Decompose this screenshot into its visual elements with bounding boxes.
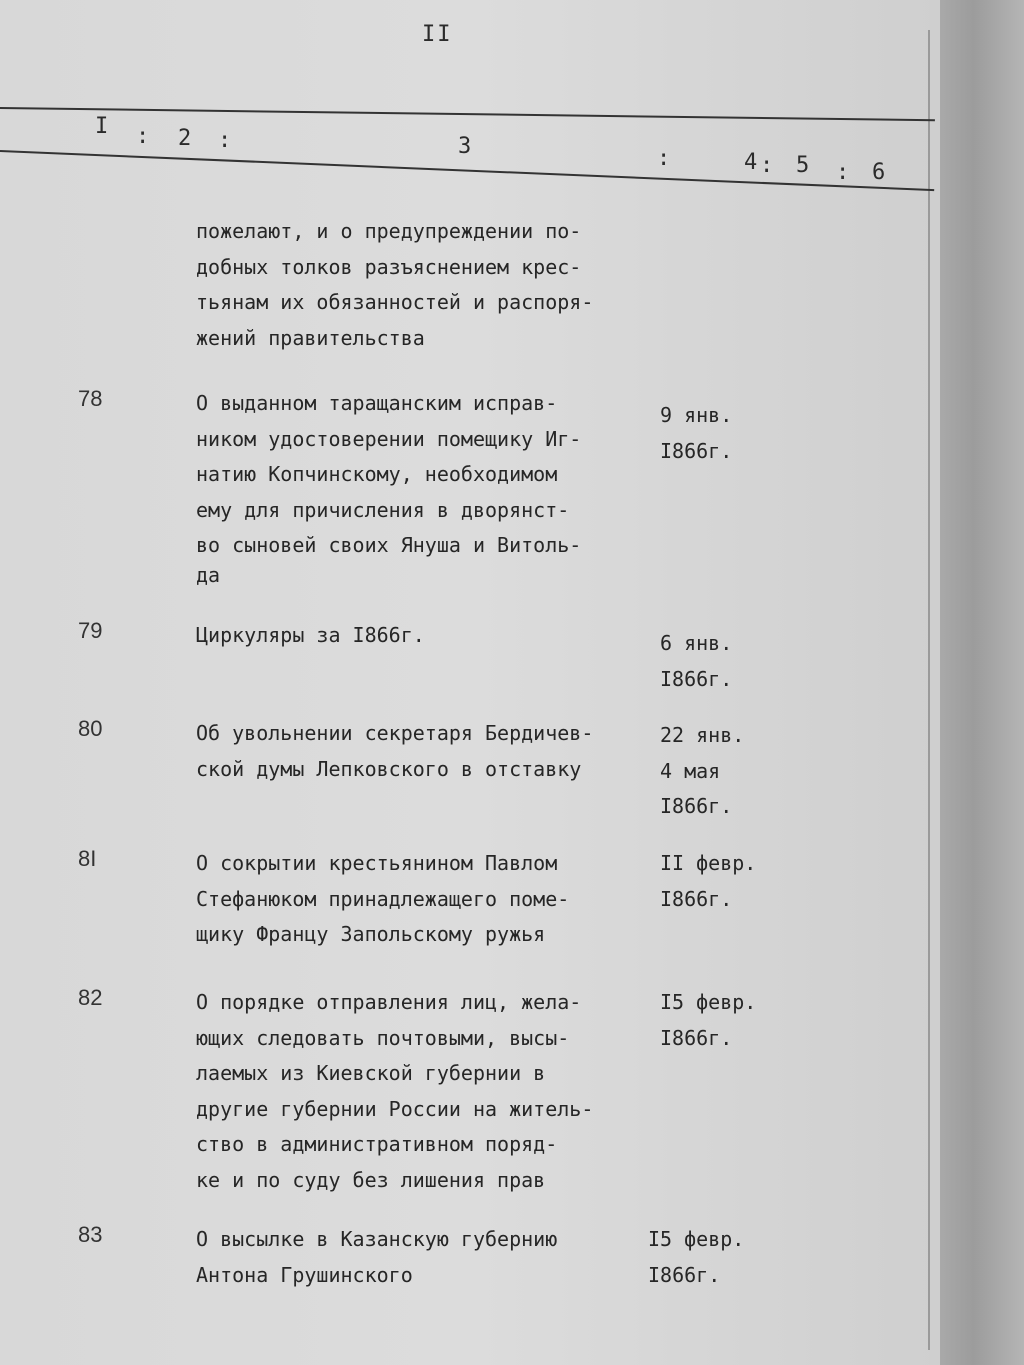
text-line: О выданном таращанским исправ- — [196, 391, 558, 415]
entry-number: 8I — [78, 846, 97, 871]
entry-text — [196, 386, 656, 593]
date-line: I866г. — [648, 1262, 721, 1287]
entry-number: 82 — [78, 985, 103, 1010]
date-line: 6 янв. — [660, 631, 733, 655]
column-header-6: 6 — [872, 160, 886, 185]
text-line: О сокрытии крестьянином Павлом — [196, 851, 558, 875]
column-header-1: I — [95, 114, 109, 139]
text-line: другие губернии России на житель- — [196, 1096, 594, 1121]
text-line: О высылке в Казанскую губернию — [196, 1227, 558, 1251]
entry-text — [196, 214, 656, 356]
entry-date — [660, 718, 770, 825]
text-line: Циркуляры за I866г. — [196, 623, 425, 647]
date-line: I866г. — [660, 666, 733, 691]
text-line: ство в административном поряд- — [196, 1132, 558, 1156]
text-line: Об увольнении секретаря Бердичев- — [196, 721, 594, 745]
date-line: 22 янв. — [660, 723, 745, 747]
entry-number: 78 — [78, 386, 103, 411]
date-line: 4 мая — [660, 758, 721, 783]
text-line: во сыновей своих Януша и Витоль- — [196, 533, 582, 557]
entry-date — [660, 398, 770, 469]
date-line: I866г. — [660, 794, 733, 818]
text-line: Антона Грушинского — [196, 1262, 413, 1287]
entry-number: 80 — [78, 716, 103, 741]
text-line: добных толков разъяснением крес- — [196, 254, 582, 279]
entry-number: 79 — [78, 618, 103, 643]
entry-number: 83 — [78, 1222, 103, 1247]
date-line: 9 янв. — [660, 403, 733, 427]
column-separator: : — [657, 146, 671, 171]
entry-text — [196, 985, 656, 1198]
date-line: II февр. — [660, 851, 757, 875]
entry-date — [648, 1222, 758, 1293]
date-line: I866г. — [660, 438, 733, 463]
column-separator: : — [136, 124, 150, 149]
column-header-3: 3 — [458, 134, 472, 159]
column-header-4: 4 — [744, 150, 758, 175]
text-line: ником удостоверении помещику Иг- — [196, 426, 582, 451]
entry-text — [196, 618, 656, 654]
entry-text — [196, 846, 656, 953]
text-line: ющих следовать почтовыми, высы- — [196, 1025, 570, 1050]
page-number: II — [422, 22, 453, 47]
page-fold-line — [928, 30, 930, 1350]
entry-text — [196, 716, 656, 787]
text-line: щику Францу Запольскому ружья — [196, 922, 546, 946]
entry-text — [196, 1222, 656, 1293]
text-line: тьянам их обязанностей и распоря- — [196, 290, 594, 314]
date-line: I5 февр. — [660, 990, 757, 1014]
entry-date — [660, 626, 770, 697]
text-line: ской думы Лепковского в отставку — [196, 756, 582, 781]
text-line: натию Копчинскому, необходимом — [196, 462, 558, 486]
date-line: I866г. — [660, 1025, 733, 1050]
entry-date — [660, 985, 770, 1056]
text-line: Стефанюком принадлежащего поме- — [196, 886, 570, 911]
date-line: I5 февр. — [648, 1227, 745, 1251]
text-line: ке и по суду без лишения прав — [196, 1167, 546, 1192]
column-header-2: 2 — [178, 126, 192, 151]
column-separator: : — [836, 160, 850, 185]
entry-date — [660, 846, 770, 917]
text-line: пожелают, и о предупреждении по- — [196, 219, 582, 243]
text-line: О порядке отправления лиц, жела- — [196, 990, 582, 1014]
column-header-5: 5 — [796, 153, 810, 178]
column-separator: : — [760, 153, 774, 178]
date-line: I866г. — [660, 886, 733, 911]
page-background-edge — [940, 0, 1024, 1365]
column-separator: : — [218, 128, 232, 153]
text-line: ему для причисления в дворянст- — [196, 497, 570, 522]
text-line: лаемых из Киевской губернии в — [196, 1061, 546, 1085]
text-line: жений правительства — [196, 325, 425, 350]
text-line: да — [196, 562, 221, 587]
header-top-rule — [0, 107, 935, 121]
